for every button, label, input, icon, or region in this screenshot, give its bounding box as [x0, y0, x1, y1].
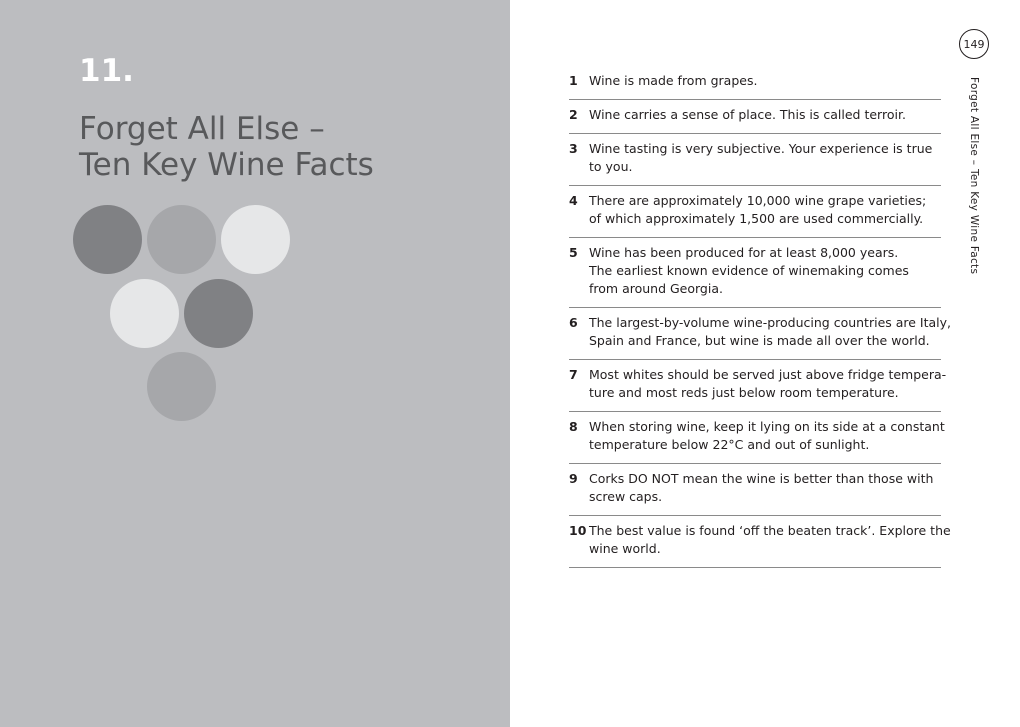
grape-circle [73, 205, 142, 274]
fact-text-line: Spain and France, but wine is made all over the world. [589, 333, 930, 348]
fact-text [589, 366, 946, 402]
fact-number: 5 [569, 245, 578, 260]
fact-text [589, 522, 951, 558]
fact-text-line: Wine is made from grapes. [589, 73, 758, 88]
fact-number: 7 [569, 367, 578, 382]
fact-text-line: screw caps. [589, 489, 663, 504]
fact-text-line: Corks DO NOT mean the wine is better than those with [589, 471, 934, 486]
fact-text-line: The largest-by-volume wine-producing countries are Italy, [589, 315, 952, 330]
fact-text-line: wine world. [589, 541, 661, 556]
fact-text-line: When storing wine, keep it lying on its side at a constant [589, 419, 945, 434]
fact-text-line: ture and most reds just below room temperature. [589, 385, 899, 400]
fact-number: 6 [569, 315, 578, 330]
fact-number: 9 [569, 471, 578, 486]
fact-item [569, 100, 941, 134]
chapter-title [79, 111, 499, 183]
fact-number: 2 [569, 107, 578, 122]
fact-text-line: The earliest known evidence of winemaking comes [589, 263, 909, 278]
fact-text-line: Most whites should be served just above fridge tempera- [589, 367, 947, 382]
fact-text-line: from around Georgia. [589, 281, 723, 296]
grape-circle [147, 352, 216, 421]
fact-item [569, 66, 941, 100]
fact-text-line: Wine carries a sense of place. This is called terroir. [589, 107, 906, 122]
grape-cluster-graphic [73, 205, 293, 425]
fact-number: 3 [569, 141, 578, 156]
fact-text-line: The best value is found ‘off the beaten track’. Explore the [589, 523, 951, 538]
fact-text [589, 314, 951, 350]
page-number-badge: 149 [959, 29, 989, 59]
fact-text [589, 244, 941, 298]
grape-circle [110, 279, 179, 348]
fact-number: 4 [569, 193, 578, 208]
fact-text-line: temperature below 22°C and out of sunlight. [589, 437, 870, 452]
fact-text-line: Wine has been produced for at least 8,000 years. [589, 245, 899, 260]
fact-text-line: to you. [589, 159, 633, 174]
grape-circle [147, 205, 216, 274]
fact-item [569, 186, 941, 238]
fact-text-line: Wine tasting is very subjective. Your experience is true [589, 141, 933, 156]
fact-text [589, 140, 941, 176]
chapter-title-line: Forget All Else – [79, 111, 325, 147]
fact-item [569, 134, 941, 186]
facts-list [569, 66, 952, 568]
fact-text [589, 418, 945, 454]
fact-item [569, 308, 952, 360]
chapter-number: 11. [79, 53, 134, 89]
fact-number: 8 [569, 419, 578, 434]
fact-text [589, 192, 941, 228]
running-head: Forget All Else – Ten Key Wine Facts [968, 77, 980, 275]
fact-number: 10 [569, 523, 587, 538]
fact-item [569, 238, 941, 308]
fact-text [589, 72, 941, 90]
fact-text-line: of which approximately 1,500 are used commercially. [589, 211, 924, 226]
fact-item [569, 464, 941, 516]
fact-item [569, 516, 951, 568]
fact-text [589, 106, 941, 124]
fact-text-line: There are approximately 10,000 wine grape varieties; [589, 193, 927, 208]
fact-item [569, 412, 945, 464]
grape-circle [221, 205, 290, 274]
fact-item [569, 360, 947, 412]
grape-circle [184, 279, 253, 348]
fact-text [589, 470, 941, 506]
chapter-title-line: Ten Key Wine Facts [79, 147, 374, 183]
fact-number: 1 [569, 73, 578, 88]
